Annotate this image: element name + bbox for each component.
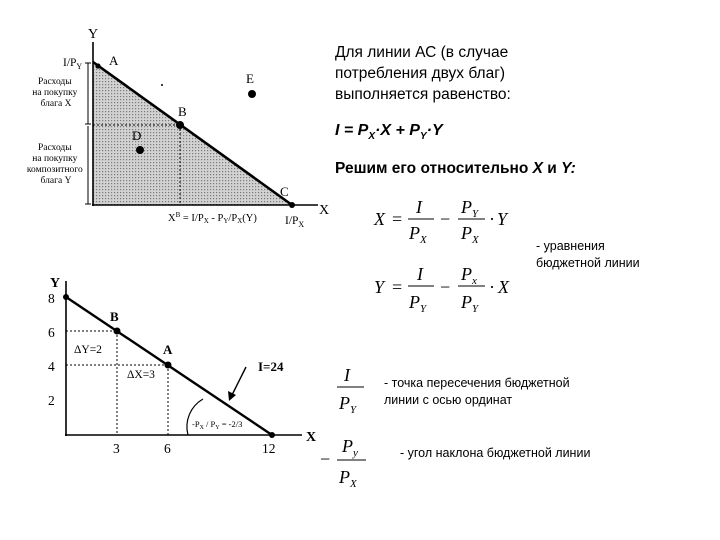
svg-text:Py: $P_y$ [342, 436, 358, 459]
point-a-marker [95, 63, 100, 68]
intercept-formula [330, 358, 380, 418]
svg-text:I: I [344, 365, 350, 385]
delta-y-label: ΔY=2 [74, 344, 102, 356]
bottom-y-axis-label: Y [50, 276, 61, 291]
point-d-marker [136, 146, 144, 154]
slope-label: $-P_X / P_Y = -2/3$ [192, 419, 243, 431]
solve-instruction: Решим его относительно X и Y: [335, 160, 576, 177]
bottom-point-b-marker [114, 328, 121, 335]
y-tick-6: 6 [48, 325, 55, 340]
y-tick-8: 8 [48, 291, 55, 306]
point-c-marker [289, 202, 295, 208]
point-e-marker [248, 90, 256, 98]
svg-text:−: − [320, 449, 331, 469]
top-y-intercept-label: $I/P_Y$ [63, 57, 83, 71]
income-arrow [232, 367, 246, 395]
note1-line2: бюджетной линии [536, 256, 640, 270]
budget-equation: $I = P_X\cdot X + P_Y\cdot Y$ [335, 122, 443, 143]
note2-line2: линии с осью ординат [384, 393, 513, 407]
svg-text:·: · [489, 277, 495, 297]
svg-text:Px: $P_x$ [461, 264, 477, 287]
svg-text:PX: $P_X$ [339, 467, 357, 490]
x-tick-6: 6 [164, 441, 171, 456]
svg-text:·: · [489, 209, 495, 229]
svg-text:=: = [392, 277, 403, 297]
slope-formula [318, 430, 380, 492]
top-x-intercept-label: $I/P_X$ [285, 215, 305, 229]
svg-text:X: X [498, 277, 509, 297]
spending-on-x-label: Расходы на покупку блага X [32, 77, 78, 109]
budget-equations-note [536, 238, 640, 272]
top-x-axis-label: X [319, 203, 330, 218]
svg-text:−: − [440, 277, 451, 297]
bottom-point-12 [269, 432, 275, 438]
y-formula [370, 258, 520, 320]
svg-text:Y: Y [497, 209, 508, 229]
point-a-label: A [109, 53, 119, 68]
x-tick-12: 12 [262, 441, 276, 456]
top-budget-diagram [0, 0, 340, 240]
point-c-label: C [280, 184, 289, 199]
intro-line-1: Для линии АС (в случае [335, 44, 509, 61]
spending-on-y-label: Расходы на покупку композитного блага Y [26, 143, 83, 186]
bottom-point-a-label: A [163, 342, 173, 357]
point-b-label: B [178, 104, 187, 119]
note2-line1: - точка пересечения бюджетной [384, 376, 570, 390]
bottom-point-a-marker [165, 362, 172, 369]
intro-paragraph [335, 42, 511, 105]
svg-text:PY: $P_Y$ [461, 292, 479, 315]
svg-text:−: − [440, 209, 451, 229]
svg-text:PY: $P_Y$ [409, 292, 427, 315]
svg-text:PX: $P_X$ [409, 223, 427, 246]
slope-note: - угол наклона бюджетной линии [400, 446, 591, 460]
y-tick-4: 4 [48, 359, 55, 374]
stray-dot [161, 84, 163, 86]
y-tick-2: 2 [48, 393, 55, 408]
point-e-label: E [246, 71, 254, 86]
svg-text:PY: $P_Y$ [461, 197, 479, 220]
bottom-x-axis-label: X [306, 430, 317, 445]
point-d-label: D [132, 128, 142, 143]
bottom-budget-diagram [0, 255, 330, 485]
point-b-marker [176, 121, 184, 129]
income-label: I=24 [258, 359, 284, 374]
svg-text:PX: $P_X$ [461, 223, 479, 246]
bottom-point-8 [63, 294, 69, 300]
svg-text:PY: $P_Y$ [339, 393, 357, 416]
svg-text:I: I [416, 197, 422, 217]
delta-x-label: ΔX=3 [127, 369, 155, 381]
x-tick-3: 3 [113, 441, 120, 456]
intercept-note [384, 375, 570, 409]
bottom-point-b-label: B [110, 309, 119, 324]
intro-line-2: потребления двух благ) [335, 65, 506, 82]
note1-line1: - уравнения [536, 239, 605, 253]
xb-formula: $X^B = I/PX - PY/PX(Y)$ [168, 211, 257, 225]
income-arrow-head [228, 391, 236, 401]
top-y-axis-label: Y [88, 27, 99, 42]
svg-text:X: X [374, 209, 385, 229]
svg-text:I: I [417, 264, 423, 284]
x-formula [370, 192, 520, 250]
svg-text:=: = [392, 209, 403, 229]
intro-line-3: выполняется равенство: [335, 86, 511, 103]
svg-text:Y: Y [374, 277, 385, 297]
